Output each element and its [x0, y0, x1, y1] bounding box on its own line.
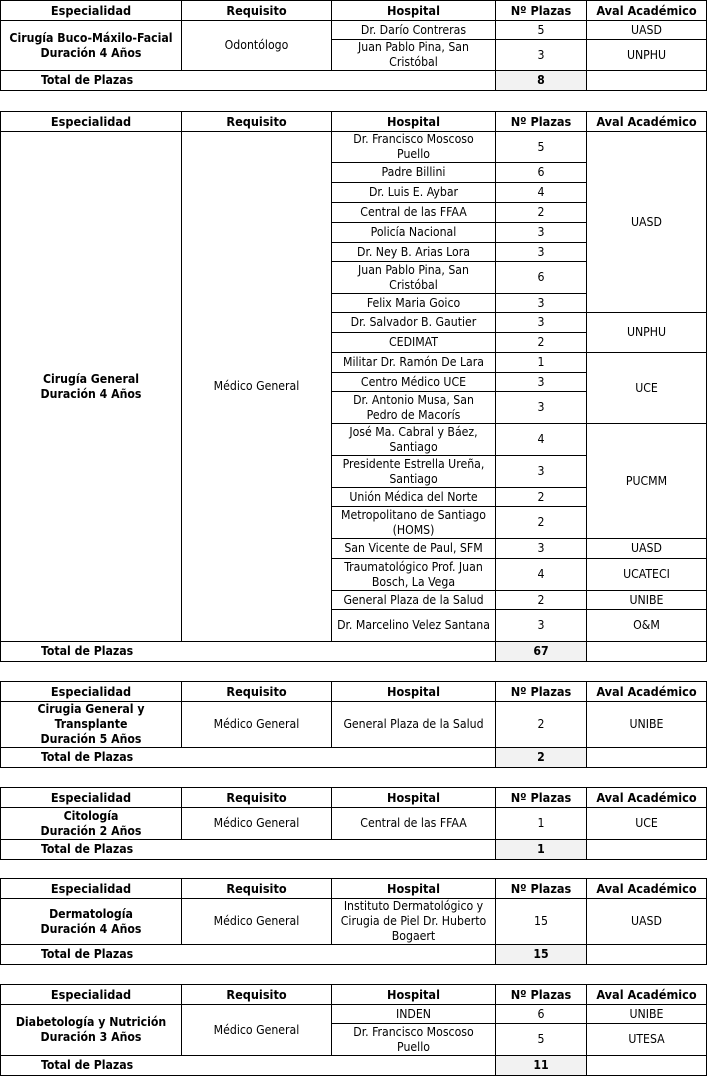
- cell-text: Dr. Ney B. Arias Lora: [357, 244, 470, 259]
- especialidad-cell: [1, 1005, 182, 1056]
- header-row: [1, 879, 707, 899]
- cell-text: Presidente Estrella Ureña, Santiago: [342, 456, 485, 486]
- cell-text: Central de las FFAA: [360, 205, 467, 219]
- total-row: [1, 748, 707, 768]
- cell-text: 6: [537, 1006, 545, 1021]
- cell-text: Citología Duración 2 Años: [40, 808, 142, 838]
- plazas-cell: [496, 539, 587, 559]
- cell-text: Hospital: [387, 881, 440, 896]
- cell-text: 5: [537, 1032, 545, 1046]
- header-especialidad: [1, 682, 182, 702]
- total-value: [496, 1056, 587, 1076]
- cell-text: CEDIMAT: [389, 335, 438, 349]
- cell-text: Dr. Marcelino Velez Santana: [337, 618, 490, 632]
- hospital-cell: [332, 392, 496, 424]
- header-hospital: [332, 112, 496, 132]
- cell-text: Nº Plazas: [510, 987, 572, 1002]
- cell-text: 3: [537, 315, 545, 329]
- hospital-cell: [332, 163, 496, 183]
- cell-text: Requisito: [226, 114, 287, 129]
- cell-text: Odontólogo: [224, 38, 289, 52]
- cell-text: José Ma. Cabral y Báez, Santiago: [349, 424, 478, 454]
- cell-text: Unión Médica del Norte: [349, 489, 478, 504]
- plazas-cell: [496, 899, 587, 945]
- especialidad-cell: [1, 808, 182, 840]
- cell-text: 1: [537, 355, 545, 369]
- header-aval: [587, 879, 707, 899]
- cell-text: Cirugía Buco-Máxilo-Facial Duración 4 Años: [9, 30, 173, 60]
- cell-text: UNIBE: [629, 717, 664, 731]
- hospital-cell: [332, 456, 496, 488]
- especialidad-cell: [1, 702, 182, 748]
- cell-text: 3: [537, 244, 545, 259]
- cell-text: Dr. Luis E. Aybar: [368, 185, 459, 199]
- header-aval: [587, 985, 707, 1005]
- cell-text: Dr. Salvador B. Gautier: [350, 315, 477, 329]
- cell-text: Nº Plazas: [510, 881, 572, 896]
- cell-text: Especialidad: [50, 790, 132, 805]
- requisito-cell: [182, 21, 332, 71]
- cell-text: 8: [537, 73, 545, 87]
- total-label: [1, 840, 496, 860]
- header-requisito: [182, 112, 332, 132]
- aval-cell: [587, 424, 707, 539]
- header-hospital: [332, 879, 496, 899]
- total-empty: [587, 748, 707, 768]
- cell-text: UNIBE: [629, 1006, 664, 1021]
- cell-text: Total de Plazas: [41, 644, 134, 658]
- plazas-cell: [496, 294, 587, 313]
- total-label: [1, 1056, 496, 1076]
- cell-text: General Plaza de la Salud: [343, 592, 484, 607]
- total-row: [1, 642, 707, 662]
- hospital-cell: [332, 203, 496, 223]
- header-plazas: [496, 112, 587, 132]
- hospital-cell: [332, 591, 496, 610]
- plazas-cell: [496, 243, 587, 262]
- header-plazas: [496, 1, 587, 21]
- aval-cell: [587, 21, 707, 40]
- aval-cell: [587, 591, 707, 610]
- cell-text: Traumatológico Prof. Juan Bosch, La Vega: [344, 559, 483, 589]
- total-value: [496, 71, 587, 91]
- hospital-cell: [332, 1024, 496, 1056]
- header-especialidad: [1, 1, 182, 21]
- header-plazas: [496, 879, 587, 899]
- header-row: [1, 985, 707, 1005]
- table-row: [1, 1005, 707, 1024]
- header-especialidad: [1, 788, 182, 808]
- cell-text: Total de Plazas: [41, 73, 134, 87]
- total-label: [1, 71, 496, 91]
- especialidad-cell: [1, 132, 182, 642]
- cell-text: Metropolitano de Santiago (HOMS): [341, 507, 486, 537]
- plazas-cell: [496, 333, 587, 353]
- table-row: [1, 702, 707, 748]
- plazas-cell: [496, 262, 587, 294]
- cell-text: Nº Plazas: [510, 790, 572, 805]
- cell-text: INDEN: [395, 1006, 431, 1021]
- plazas-cell: [496, 223, 587, 243]
- cell-text: Diabetología y Nutrición Duración 3 Años: [15, 1015, 167, 1044]
- plazas-cell: [496, 373, 587, 392]
- cell-text: Central de las FFAA: [360, 816, 467, 830]
- hospital-cell: [332, 294, 496, 313]
- cell-text: Hospital: [387, 114, 440, 129]
- cell-text: UASD: [631, 214, 662, 229]
- total-row: [1, 840, 707, 860]
- cell-text: UASD: [631, 22, 662, 37]
- hospital-cell: [332, 243, 496, 262]
- cell-text: 5: [537, 22, 545, 37]
- requisito-cell: [182, 702, 332, 748]
- cell-text: 2: [537, 335, 545, 349]
- hospital-cell: [332, 183, 496, 203]
- cell-text: Hospital: [387, 987, 440, 1002]
- hospital-cell: [332, 223, 496, 243]
- cell-text: Requisito: [226, 790, 287, 805]
- cell-text: Centro Médico UCE: [360, 374, 467, 389]
- header-aval: [587, 788, 707, 808]
- plazas-cell: [496, 702, 587, 748]
- cell-text: Total de Plazas: [41, 1058, 134, 1072]
- specialty-table-dermatologia: [0, 878, 707, 965]
- plazas-cell: [496, 40, 587, 71]
- hospital-cell: [332, 702, 496, 748]
- total-empty: [587, 1056, 707, 1076]
- cell-text: O&M: [633, 618, 660, 632]
- cell-text: UNIBE: [629, 592, 664, 607]
- cell-text: 2: [537, 750, 545, 764]
- header-row: [1, 682, 707, 702]
- total-row: [1, 945, 707, 965]
- plazas-cell: [496, 488, 587, 507]
- cell-text: Requisito: [226, 3, 287, 18]
- cell-text: 3: [537, 47, 545, 62]
- plazas-cell: [496, 392, 587, 424]
- cell-text: UCATECI: [623, 567, 670, 581]
- hospital-cell: [332, 899, 496, 945]
- cell-text: 4: [537, 432, 545, 446]
- header-row: [1, 788, 707, 808]
- cell-text: Aval Académico: [596, 881, 697, 896]
- plazas-cell: [496, 610, 587, 642]
- header-plazas: [496, 682, 587, 702]
- plazas-cell: [496, 183, 587, 203]
- table-row: [1, 899, 707, 945]
- header-hospital: [332, 788, 496, 808]
- cell-text: 2: [537, 205, 545, 219]
- header-especialidad: [1, 879, 182, 899]
- header-hospital: [332, 682, 496, 702]
- specialty-table-transplante: [0, 681, 707, 768]
- plazas-cell: [496, 163, 587, 183]
- aval-cell: [587, 899, 707, 945]
- plazas-cell: [496, 456, 587, 488]
- hospital-cell: [332, 373, 496, 392]
- aval-cell: [587, 610, 707, 642]
- table-row: [1, 21, 707, 40]
- hospital-cell: [332, 488, 496, 507]
- cell-text: Médico General: [213, 379, 300, 393]
- header-hospital: [332, 1, 496, 21]
- cell-text: UCE: [635, 816, 658, 830]
- cell-text: Nº Plazas: [510, 684, 572, 699]
- cell-text: 3: [537, 618, 545, 632]
- cell-text: Dr. Darío Contreras: [360, 22, 467, 37]
- plazas-cell: [496, 21, 587, 40]
- total-empty: [587, 840, 707, 860]
- requisito-cell: [182, 808, 332, 840]
- cell-text: 4: [537, 185, 545, 199]
- aval-cell: [587, 1024, 707, 1056]
- cell-text: Aval Académico: [596, 3, 697, 18]
- specialty-table-general: [0, 111, 707, 662]
- total-empty: [587, 71, 707, 91]
- especialidad-cell: [1, 21, 182, 71]
- total-label: [1, 945, 496, 965]
- cell-text: Especialidad: [50, 684, 132, 699]
- cell-text: 3: [537, 374, 545, 389]
- requisito-cell: [182, 899, 332, 945]
- hospital-cell: [332, 1005, 496, 1024]
- header-requisito: [182, 985, 332, 1005]
- hospital-cell: [332, 808, 496, 840]
- cell-text: Padre Billini: [381, 165, 446, 179]
- specialty-table-citologia: [0, 787, 707, 860]
- cell-text: UASD: [631, 914, 662, 928]
- hospital-cell: [332, 353, 496, 373]
- aval-cell: [587, 132, 707, 313]
- cell-text: Instituto Dermatológico y Cirugia de Piel Dr. Huberto Bogaert: [340, 899, 487, 943]
- cell-text: Requisito: [226, 881, 287, 896]
- table-row: [1, 132, 707, 163]
- cell-text: UNPHU: [626, 47, 667, 62]
- table-row: [1, 808, 707, 840]
- cell-text: Hospital: [387, 790, 440, 805]
- cell-text: Total de Plazas: [41, 842, 134, 856]
- cell-text: UNPHU: [626, 325, 667, 339]
- total-value: [496, 945, 587, 965]
- cell-text: Aval Académico: [596, 114, 697, 129]
- aval-cell: [587, 539, 707, 559]
- header-requisito: [182, 1, 332, 21]
- hospital-cell: [332, 132, 496, 163]
- cell-text: Cirugia General y Transplante Duración 5 Años: [37, 702, 145, 746]
- cell-text: 1: [537, 842, 545, 856]
- total-value: [496, 840, 587, 860]
- specialty-table-buco: [0, 0, 707, 91]
- cell-text: Especialidad: [50, 881, 132, 896]
- cell-text: San Vicente de Paul, SFM: [344, 541, 483, 555]
- aval-cell: [587, 313, 707, 353]
- aval-cell: [587, 702, 707, 748]
- hospital-cell: [332, 333, 496, 353]
- header-row: [1, 1, 707, 21]
- specialty-table-diabetologia: [0, 984, 707, 1076]
- header-aval: [587, 1, 707, 21]
- plazas-cell: [496, 424, 587, 456]
- header-especialidad: [1, 112, 182, 132]
- cell-text: Hospital: [387, 684, 440, 699]
- cell-text: 3: [537, 400, 545, 414]
- cell-text: 5: [537, 139, 545, 154]
- cell-text: Total de Plazas: [41, 947, 134, 961]
- header-requisito: [182, 879, 332, 899]
- header-requisito: [182, 682, 332, 702]
- aval-cell: [587, 353, 707, 424]
- cell-text: 3: [537, 295, 545, 310]
- cell-text: 3: [537, 464, 545, 478]
- header-especialidad: [1, 985, 182, 1005]
- cell-text: Aval Académico: [596, 987, 697, 1002]
- cell-text: General Plaza de la Salud: [343, 717, 484, 731]
- hospital-cell: [332, 559, 496, 591]
- cell-text: Especialidad: [50, 987, 132, 1002]
- cell-text: Especialidad: [50, 114, 132, 129]
- cell-text: Dr. Francisco Moscoso Puello: [353, 1024, 474, 1054]
- cell-text: Médico General: [213, 717, 300, 731]
- total-label: [1, 748, 496, 768]
- total-row: [1, 71, 707, 91]
- especialidad-cell: [1, 899, 182, 945]
- cell-text: UASD: [631, 541, 662, 555]
- header-row: [1, 112, 707, 132]
- plazas-cell: [496, 353, 587, 373]
- hospital-cell: [332, 40, 496, 71]
- requisito-cell: [182, 132, 332, 642]
- plazas-cell: [496, 507, 587, 539]
- cell-text: 11: [533, 1058, 549, 1072]
- hospital-cell: [332, 507, 496, 539]
- hospital-cell: [332, 539, 496, 559]
- cell-text: Felix Maria Goico: [366, 295, 461, 310]
- cell-text: Hospital: [387, 3, 440, 18]
- cell-text: Requisito: [226, 684, 287, 699]
- cell-text: Policía Nacional: [370, 225, 457, 239]
- cell-text: Médico General: [213, 914, 300, 928]
- total-empty: [587, 945, 707, 965]
- total-empty: [587, 642, 707, 662]
- aval-cell: [587, 559, 707, 591]
- cell-text: 15: [534, 914, 548, 928]
- cell-text: 15: [533, 947, 549, 961]
- cell-text: 2: [537, 717, 545, 731]
- plazas-cell: [496, 1005, 587, 1024]
- cell-text: 4: [537, 567, 545, 581]
- cell-text: 6: [537, 270, 545, 284]
- total-value: [496, 642, 587, 662]
- plazas-cell: [496, 808, 587, 840]
- header-aval: [587, 682, 707, 702]
- cell-text: Dermatología Duración 4 Años: [40, 906, 142, 936]
- header-requisito: [182, 788, 332, 808]
- plazas-cell: [496, 203, 587, 223]
- cell-text: 2: [537, 515, 545, 529]
- plazas-cell: [496, 591, 587, 610]
- cell-text: 1: [537, 816, 545, 830]
- hospital-cell: [332, 424, 496, 456]
- cell-text: 67: [533, 644, 549, 658]
- header-plazas: [496, 788, 587, 808]
- hospital-cell: [332, 313, 496, 333]
- cell-text: Dr. Antonio Musa, San Pedro de Macorís: [353, 392, 474, 422]
- cell-text: Médico General: [213, 1022, 300, 1037]
- hospital-cell: [332, 610, 496, 642]
- cell-text: Total de Plazas: [41, 750, 134, 764]
- cell-text: Cirugía General Duración 4 Años: [40, 371, 142, 401]
- header-hospital: [332, 985, 496, 1005]
- cell-text: 6: [537, 165, 545, 179]
- cell-text: Aval Académico: [596, 790, 697, 805]
- total-value: [496, 748, 587, 768]
- cell-text: Militar Dr. Ramón De Lara: [342, 355, 484, 369]
- cell-text: Juan Pablo Pina, San Cristóbal: [358, 40, 469, 69]
- plazas-cell: [496, 1024, 587, 1056]
- header-aval: [587, 112, 707, 132]
- cell-text: Especialidad: [50, 3, 132, 18]
- cell-text: Dr. Francisco Moscoso Puello: [353, 132, 474, 161]
- cell-text: PUCMM: [625, 473, 668, 488]
- cell-text: 2: [537, 592, 545, 607]
- cell-text: 2: [537, 489, 545, 504]
- cell-text: Requisito: [226, 987, 287, 1002]
- header-plazas: [496, 985, 587, 1005]
- cell-text: 3: [537, 225, 545, 239]
- plazas-cell: [496, 313, 587, 333]
- total-row: [1, 1056, 707, 1076]
- cell-text: Médico General: [213, 816, 300, 830]
- cell-text: Juan Pablo Pina, San Cristóbal: [358, 262, 469, 292]
- hospital-cell: [332, 262, 496, 294]
- aval-cell: [587, 40, 707, 71]
- cell-text: 3: [537, 541, 545, 555]
- cell-text: UTESA: [628, 1032, 665, 1046]
- requisito-cell: [182, 1005, 332, 1056]
- aval-cell: [587, 808, 707, 840]
- cell-text: Nº Plazas: [510, 114, 572, 129]
- cell-text: UCE: [635, 380, 658, 395]
- hospital-cell: [332, 21, 496, 40]
- aval-cell: [587, 1005, 707, 1024]
- cell-text: Nº Plazas: [510, 3, 572, 18]
- cell-text: Aval Académico: [596, 684, 697, 699]
- plazas-cell: [496, 132, 587, 163]
- total-label: [1, 642, 496, 662]
- plazas-cell: [496, 559, 587, 591]
